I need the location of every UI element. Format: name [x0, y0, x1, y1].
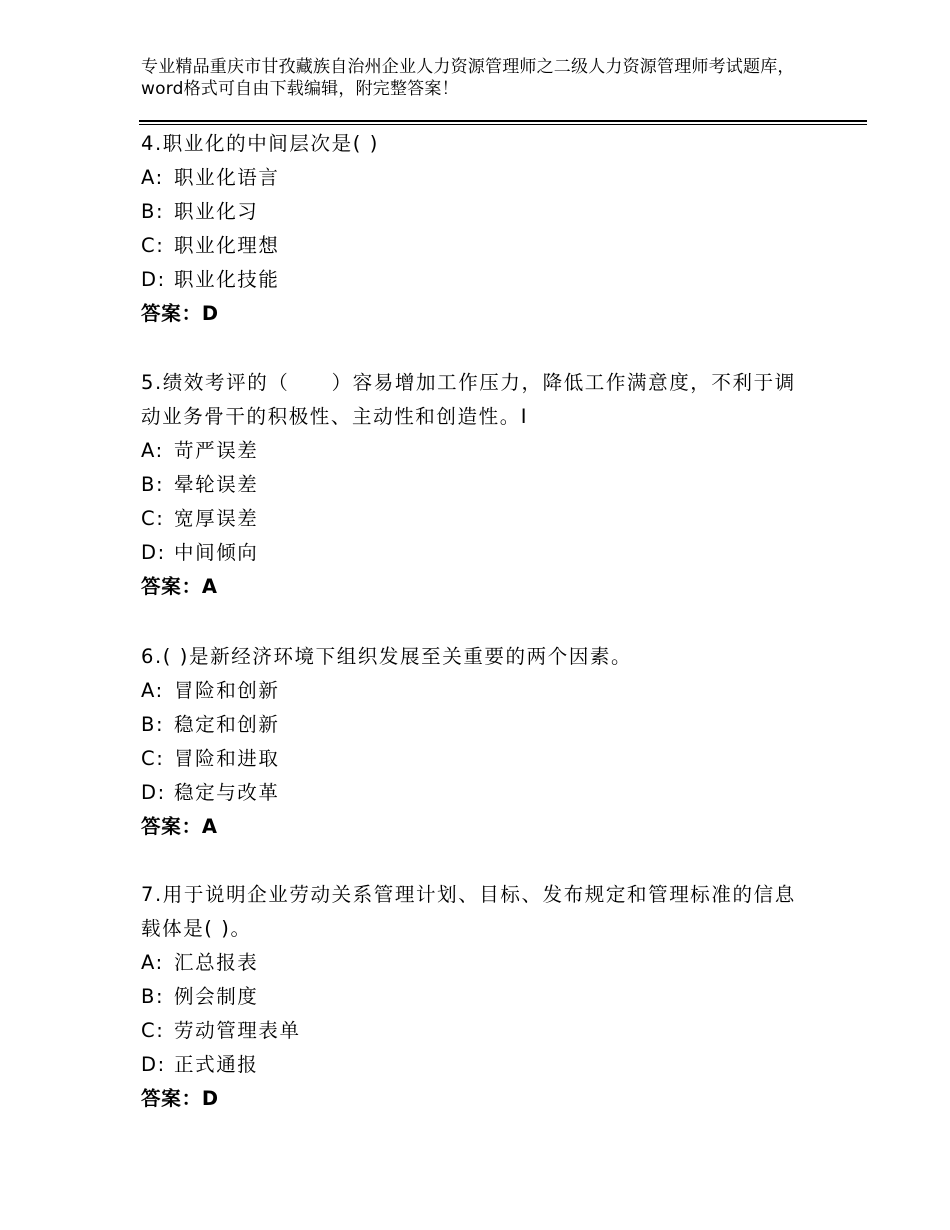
header-rule-thick	[139, 120, 867, 122]
option-text: 冒险和创新	[174, 679, 280, 702]
option-key: A:	[141, 951, 164, 974]
option-text: 苛严误差	[174, 439, 259, 462]
option-text: 职业化理想	[174, 234, 280, 257]
question-stem: 5.绩效考评的（ ）容易增加工作压力，降低工作满意度，不利于调动业务骨干的积极性、主动性和创造性。I	[141, 371, 796, 428]
option-b	[141, 468, 811, 502]
option-key: C:	[141, 507, 165, 530]
option-key: D:	[141, 1053, 166, 1076]
option-text: 冒险和进取	[174, 747, 280, 770]
option-c	[141, 742, 811, 776]
question-stem: 6.( )是新经济环境下组织发展至关重要的两个因素。	[141, 645, 633, 668]
option-text: 正式通报	[174, 1053, 259, 1076]
option-text: 稳定与改革	[174, 781, 280, 804]
header-rule-thin	[139, 124, 867, 125]
option-a	[141, 434, 811, 468]
answer-line: 答案：D	[141, 1087, 219, 1110]
option-text: 例会制度	[174, 985, 259, 1008]
option-key: C:	[141, 1019, 165, 1042]
option-text: 中间倾向	[174, 541, 259, 564]
question-stem: 7.用于说明企业劳动关系管理计划、目标、发布规定和管理标准的信息载体是( )。	[141, 883, 796, 940]
option-b	[141, 195, 811, 229]
option-key: A:	[141, 679, 164, 702]
document-header: 专业精品重庆市甘孜藏族自治州企业人力资源管理师之二级人力资源管理师考试题库，word格式可自由下载编辑，附完整答案！	[141, 57, 795, 99]
option-c	[141, 1014, 811, 1048]
option-key: B:	[141, 200, 165, 223]
option-key: A:	[141, 166, 164, 189]
option-c	[141, 502, 811, 536]
option-d	[141, 263, 811, 297]
option-d	[141, 776, 811, 810]
option-text: 汇总报表	[174, 951, 259, 974]
option-text: 宽厚误差	[174, 507, 259, 530]
option-d	[141, 1048, 811, 1082]
option-key: A:	[141, 439, 164, 462]
option-c	[141, 229, 811, 263]
question-stem: 4.职业化的中间层次是( )	[141, 132, 379, 155]
option-b	[141, 708, 811, 742]
option-text: 职业化习	[174, 200, 259, 223]
option-key: D:	[141, 268, 166, 291]
option-text: 职业化技能	[174, 268, 280, 291]
option-key: B:	[141, 473, 165, 496]
option-d	[141, 536, 811, 570]
answer-line: 答案：A	[141, 815, 218, 838]
answer-line: 答案：A	[141, 575, 218, 598]
option-key: D:	[141, 541, 166, 564]
question-7	[141, 878, 811, 1116]
option-key: C:	[141, 234, 165, 257]
option-a	[141, 161, 811, 195]
option-key: D:	[141, 781, 166, 804]
option-a	[141, 946, 811, 980]
question-5	[141, 366, 811, 604]
option-text: 晕轮误差	[174, 473, 259, 496]
question-4	[141, 127, 811, 331]
question-6	[141, 640, 811, 844]
option-b	[141, 980, 811, 1014]
option-key: C:	[141, 747, 165, 770]
option-a	[141, 674, 811, 708]
answer-line: 答案：D	[141, 302, 219, 325]
option-text: 稳定和创新	[174, 713, 280, 736]
option-key: B:	[141, 713, 165, 736]
option-text: 职业化语言	[174, 166, 280, 189]
option-text: 劳动管理表单	[174, 1019, 301, 1042]
option-key: B:	[141, 985, 165, 1008]
